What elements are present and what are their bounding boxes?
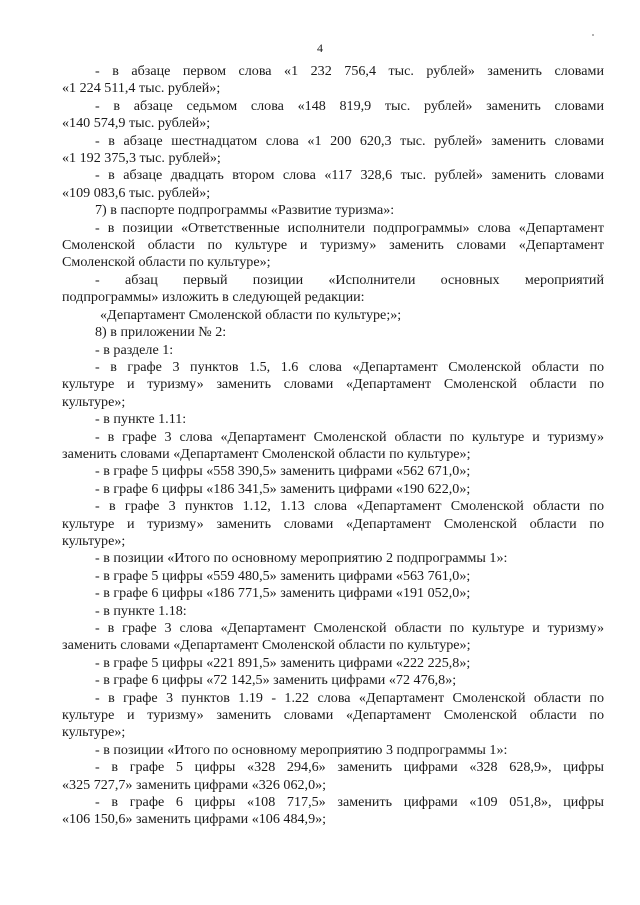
text-line: - в позиции «Итого по основному мероприятию 3 подпрограммы 1»:: [95, 741, 508, 758]
text-line: культуре и туризму» заменить словами «Департамент Смоленской области по: [62, 707, 604, 724]
text-line: культуре и туризму» заменить словами «Департамент Смоленской области по: [62, 515, 604, 532]
text-line: - в графе 6 цифры «72 142,5» заменить цифрами «72 476,8»;: [95, 672, 457, 689]
document-body: [62, 63, 604, 829]
text-line: - в графе 6 цифры «186 771,5» заменить цифрами «191 052,0»;: [95, 585, 471, 602]
text-line: - в графе 3 слова «Департамент Смоленской области по культуре и туризму»: [95, 428, 604, 445]
text-line: 7) в паспорте подпрограммы «Развитие туризма»:: [95, 202, 395, 219]
text-line: - в графе 5 цифры «559 480,5» заменить цифрами «563 761,0»;: [95, 567, 471, 584]
text-line: культуре»;: [62, 724, 126, 741]
text-line: «140 574,9 тыс. рублей»;: [62, 115, 211, 132]
text-line: заменить словами «Департамент Смоленской области по культуре»;: [62, 445, 471, 462]
text-line: заменить словами «Департамент Смоленской области по культуре»;: [62, 637, 471, 654]
scan-speck: [592, 34, 594, 36]
text-line: культуре и туризму» заменить словами «Департамент Смоленской области по: [62, 376, 604, 393]
text-line: - в графе 3 пунктов 1.19 - 1.22 слова «Департамент Смоленской области по: [95, 689, 604, 706]
text-line: «106 150,6» заменить цифрами «106 484,9»;: [62, 811, 327, 828]
text-line: - в абзаце первом слова «1 232 756,4 тыс. рублей» заменить словами: [95, 63, 604, 79]
text-line: Смоленской области по культуре и туризму» заменить словами «Департамент: [62, 237, 604, 254]
text-line: - в графе 5 цифры «221 891,5» заменить цифрами «222 225,8»;: [95, 654, 471, 671]
text-line: - в абзаце седьмом слова «148 819,9 тыс. рублей» заменить словами: [95, 97, 604, 114]
text-line: культуре»;: [62, 393, 126, 410]
text-line: «325 727,7» заменить цифрами «326 062,0»;: [62, 776, 327, 793]
text-line: - в графе 6 цифры «186 341,5» заменить цифрами «190 622,0»;: [95, 480, 471, 497]
text-line: - в пункте 1.11:: [95, 411, 187, 428]
text-line: - в графе 3 пунктов 1.5, 1.6 слова «Департамент Смоленской области по: [95, 358, 604, 375]
text-line: «1 192 375,3 тыс. рублей»;: [62, 150, 221, 167]
text-line: - в графе 5 цифры «558 390,5» заменить цифрами «562 671,0»;: [95, 463, 471, 480]
text-line: - абзац первый позиции «Исполнители основных мероприятий: [95, 271, 604, 288]
text-line: «109 083,6 тыс. рублей»;: [62, 184, 211, 201]
text-line: «Департамент Смоленской области по культуре;»;: [100, 306, 402, 323]
page-number: 4: [317, 41, 323, 55]
text-line: - в графе 3 пунктов 1.12, 1.13 слова «Департамент Смоленской области по: [95, 498, 604, 515]
text-line: - в абзаце шестнадцатом слова «1 200 620,3 тыс. рублей» заменить словами: [95, 132, 604, 149]
text-line: - в пункте 1.18:: [95, 602, 187, 619]
text-line: - в графе 3 слова «Департамент Смоленской области по культуре и туризму»: [95, 620, 604, 636]
text-line: - в графе 5 цифры «328 294,6» заменить цифрами «328 628,9», цифры: [95, 759, 604, 776]
text-line: культуре»;: [62, 532, 126, 549]
text-line: - в разделе 1:: [95, 341, 174, 358]
text-line: - в позиции «Ответственные исполнители подпрограммы» слова «Департамент: [95, 219, 604, 236]
text-line: 8) в приложении № 2:: [95, 324, 227, 341]
text-line: - в абзаце двадцать втором слова «117 328,6 тыс. рублей» заменить словами: [95, 167, 604, 184]
text-line: «1 224 511,4 тыс. рублей»;: [62, 80, 221, 97]
text-line: подпрограммы» изложить в следующей редакции:: [62, 289, 365, 306]
text-line: - в позиции «Итого по основному мероприятию 2 подпрограммы 1»:: [95, 550, 508, 567]
text-line: Смоленской области по культуре»;: [62, 254, 271, 271]
text-line: - в графе 6 цифры «108 717,5» заменить цифрами «109 051,8», цифры: [95, 794, 604, 811]
